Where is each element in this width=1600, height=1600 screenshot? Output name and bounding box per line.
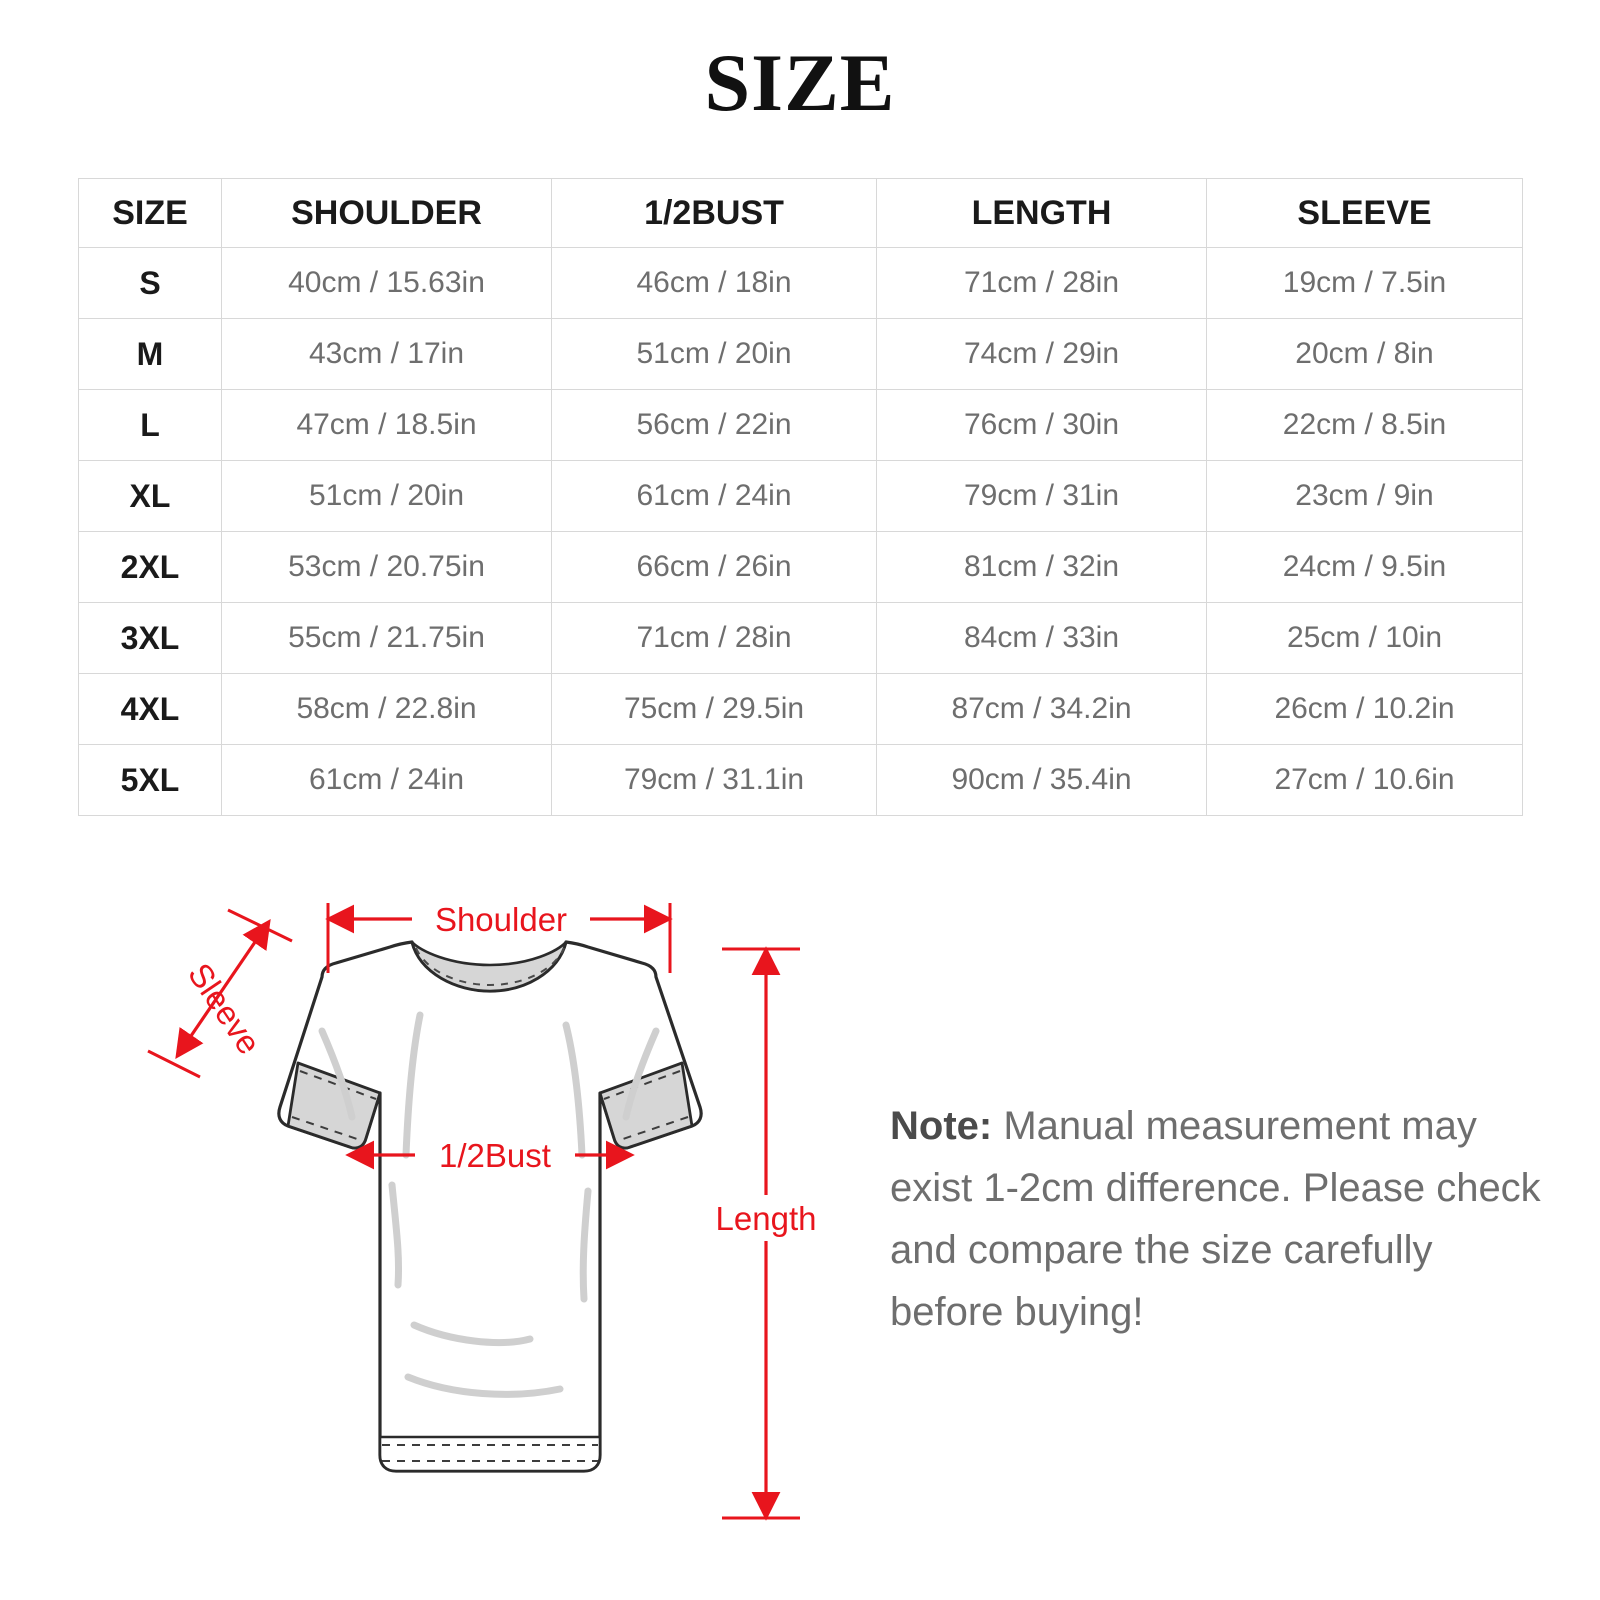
cell-length: 84cm / 33in: [877, 603, 1207, 674]
cell-bust: 61cm / 24in: [552, 461, 877, 532]
cell-length: 87cm / 34.2in: [877, 674, 1207, 745]
bust-label: 1/2Bust: [439, 1137, 551, 1174]
cell-shoulder: 61cm / 24in: [222, 745, 552, 816]
cell-shoulder: 40cm / 15.63in: [222, 248, 552, 319]
table-row: [79, 674, 1523, 745]
cell-sleeve: 26cm / 10.2in: [1207, 674, 1523, 745]
cell-size: XL: [79, 461, 222, 532]
cell-sleeve: 24cm / 9.5in: [1207, 532, 1523, 603]
cell-sleeve: 25cm / 10in: [1207, 603, 1523, 674]
cell-sleeve: 19cm / 7.5in: [1207, 248, 1523, 319]
cell-shoulder: 43cm / 17in: [222, 319, 552, 390]
cell-size: 3XL: [79, 603, 222, 674]
cell-length: 79cm / 31in: [877, 461, 1207, 532]
size-chart-table-container: [78, 178, 1522, 816]
cell-shoulder: 55cm / 21.75in: [222, 603, 552, 674]
cell-size: 4XL: [79, 674, 222, 745]
cell-sleeve: 27cm / 10.6in: [1207, 745, 1523, 816]
sleeve-label: Sleeve: [180, 956, 269, 1061]
column-header-size: SIZE: [79, 179, 222, 248]
column-header-bust: 1/2BUST: [552, 179, 877, 248]
cell-bust: 51cm / 20in: [552, 319, 877, 390]
measurement-diagram: [60, 855, 860, 1555]
column-header-sleeve: SLEEVE: [1207, 179, 1523, 248]
cell-size: L: [79, 390, 222, 461]
cell-shoulder: 58cm / 22.8in: [222, 674, 552, 745]
table-row: [79, 532, 1523, 603]
table-header-row: [79, 179, 1523, 248]
cell-bust: 56cm / 22in: [552, 390, 877, 461]
cell-shoulder: 47cm / 18.5in: [222, 390, 552, 461]
cell-bust: 46cm / 18in: [552, 248, 877, 319]
cell-bust: 71cm / 28in: [552, 603, 877, 674]
length-label: Length: [715, 1200, 817, 1237]
table-row: [79, 745, 1523, 816]
cell-sleeve: 22cm / 8.5in: [1207, 390, 1523, 461]
cell-size: S: [79, 248, 222, 319]
cell-size: 5XL: [79, 745, 222, 816]
cell-length: 76cm / 30in: [877, 390, 1207, 461]
tshirt-illustration: [279, 942, 701, 1471]
note-block: [890, 1095, 1550, 1343]
cell-bust: 79cm / 31.1in: [552, 745, 877, 816]
length-dimension: [716, 949, 817, 1518]
cell-bust: 75cm / 29.5in: [552, 674, 877, 745]
cell-size: M: [79, 319, 222, 390]
cell-sleeve: 23cm / 9in: [1207, 461, 1523, 532]
note-text: Manual measurement may exist 1-2cm difference. Please check and compare the size carefully before buying!: [890, 1104, 1541, 1334]
table-row: [79, 603, 1523, 674]
column-header-shoulder: SHOULDER: [222, 179, 552, 248]
note-label: Note:: [890, 1104, 993, 1148]
size-chart-table: [78, 178, 1523, 816]
sleeve-dimension: [148, 910, 292, 1077]
page-title: SIZE: [704, 37, 896, 128]
shoulder-label: Shoulder: [434, 901, 568, 938]
table-row: [79, 461, 1523, 532]
table-row: [79, 390, 1523, 461]
cell-size: 2XL: [79, 532, 222, 603]
cell-shoulder: 51cm / 20in: [222, 461, 552, 532]
cell-length: 90cm / 35.4in: [877, 745, 1207, 816]
cell-length: 81cm / 32in: [877, 532, 1207, 603]
cell-length: 71cm / 28in: [877, 248, 1207, 319]
table-row: [79, 319, 1523, 390]
cell-bust: 66cm / 26in: [552, 532, 877, 603]
cell-sleeve: 20cm / 8in: [1207, 319, 1523, 390]
cell-shoulder: 53cm / 20.75in: [222, 532, 552, 603]
column-header-length: LENGTH: [877, 179, 1207, 248]
cell-length: 74cm / 29in: [877, 319, 1207, 390]
table-row: [79, 248, 1523, 319]
